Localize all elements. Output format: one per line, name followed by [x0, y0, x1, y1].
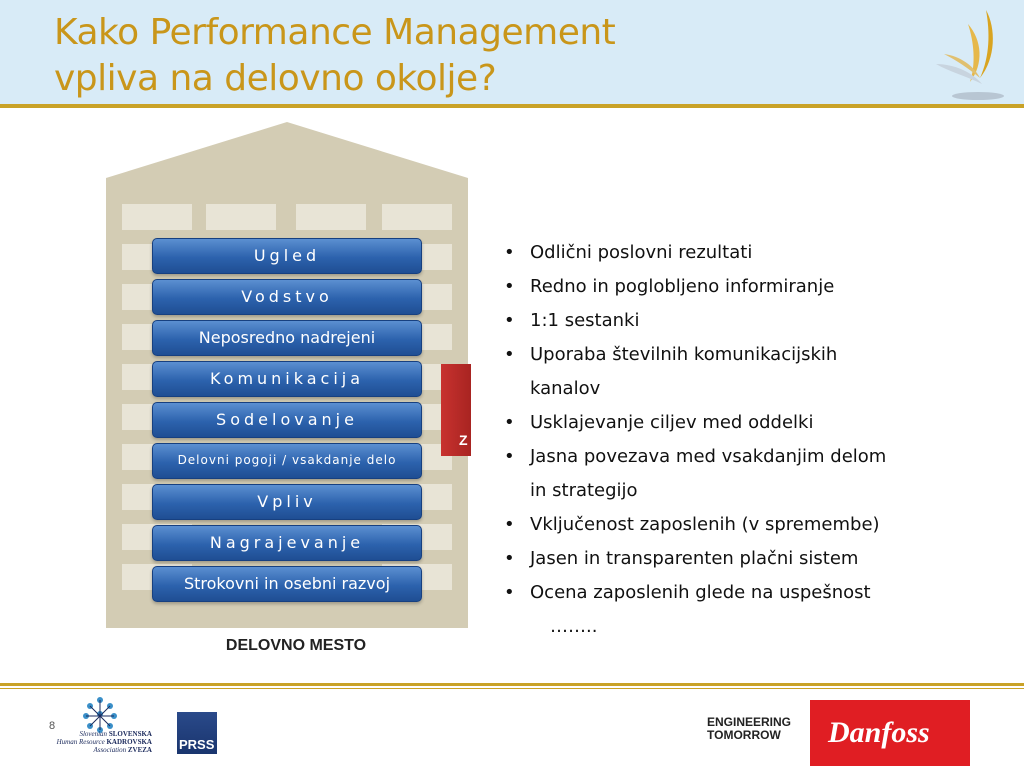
bullet-item: • Jasna povezava med vsakdanjim delom in strategijo	[498, 440, 998, 508]
bullet-text-continued: in strategijo	[530, 480, 638, 501]
engineering-tomorrow-logo	[707, 716, 791, 742]
prss-logo	[177, 712, 217, 754]
shrk-sl-1: SLOVENSKA	[108, 730, 152, 738]
title-line-1: Kako Performance Management	[54, 12, 616, 53]
prss-logo-text: PRSS	[179, 737, 215, 752]
danfoss-logo	[810, 700, 970, 766]
red-side-tab	[441, 364, 471, 456]
bullet-text: 1:1 sestanki	[530, 310, 640, 331]
bullet-item: • Uporaba številnih komunikacijskih kanalov	[498, 338, 998, 406]
swoosh-logo-icon	[930, 6, 1006, 102]
bullet-text: Usklajevanje ciljev med oddelki	[530, 412, 814, 433]
danfoss-logo-text: Danfoss	[828, 716, 930, 749]
red-tab-letter: Z	[459, 432, 468, 448]
bullet-item: • Usklajevanje ciljev med oddelki	[498, 406, 998, 440]
bullet-text: Vključenost zaposlenih (v spremembe)	[530, 514, 880, 535]
shrk-en-3: Association	[93, 746, 127, 754]
bar-delovni-pogoji: Delovni pogoji / vsakdanje delo	[152, 443, 422, 479]
ellipsis-text: ……..	[550, 616, 598, 637]
bullet-item: • Ocena zaposlenih glede na uspešnost	[498, 576, 998, 610]
bar-ugled: Ugled	[152, 238, 422, 274]
bullet-item: • Vključenost zaposlenih (v spremembe)	[498, 508, 998, 542]
bar-strokovni-razvoj: Strokovni in osebni razvoj	[152, 566, 422, 602]
tomorrow-text: TOMORROW	[707, 728, 781, 742]
bullet-text: Jasna povezava med vsakdanjim delom	[530, 446, 887, 467]
engineering-text: ENGINEERING	[707, 715, 792, 729]
bullet-item: • Odlični poslovni rezultati	[498, 236, 998, 270]
building-caption: DELOVNO MESTO	[225, 637, 367, 654]
bullet-item: • 1:1 sestanki	[498, 304, 998, 338]
shrk-en-2: Human Resource	[56, 738, 105, 746]
bar-neposredno-nadrejeni: Neposredno nadrejeni	[152, 320, 422, 356]
header-divider	[0, 104, 1024, 108]
footer-divider	[0, 683, 1024, 686]
bullet-item: • Redno in poglobljeno informiranje	[498, 270, 998, 304]
bar-vpliv: Vpliv	[152, 484, 422, 520]
bullet-item: • Jasen in transparenten plačni sistem	[498, 542, 998, 576]
page-number: 8	[49, 720, 56, 732]
bullet-text: Jasen in transparenten plačni sistem	[530, 548, 859, 569]
bullet-list	[498, 236, 998, 610]
shrk-sl-3: ZVEZA	[127, 746, 152, 754]
bullet-text-continued: kanalov	[530, 378, 601, 399]
bullet-text: Redno in poglobljeno informiranje	[530, 276, 835, 297]
shrk-logo-text	[56, 730, 152, 754]
bar-komunikacija: Komunikacija	[152, 361, 422, 397]
shrk-sl-2: KADROVSKA	[106, 738, 152, 746]
bullet-text: Uporaba številnih komunikacijskih	[530, 344, 838, 365]
bullet-text: Odlični poslovni rezultati	[530, 242, 753, 263]
bar-vodstvo: Vodstvo	[152, 279, 422, 315]
slide-title	[54, 10, 854, 102]
shrk-en-1: Slovenian	[79, 730, 108, 738]
bar-nagrajevanje: Nagrajevanje	[152, 525, 422, 561]
bullet-text: Ocena zaposlenih glede na uspešnost	[530, 582, 871, 603]
title-line-2: vpliva na delovno okolje?	[54, 58, 497, 99]
bar-sodelovanje: Sodelovanje	[152, 402, 422, 438]
footer-divider-thin	[0, 688, 1024, 689]
